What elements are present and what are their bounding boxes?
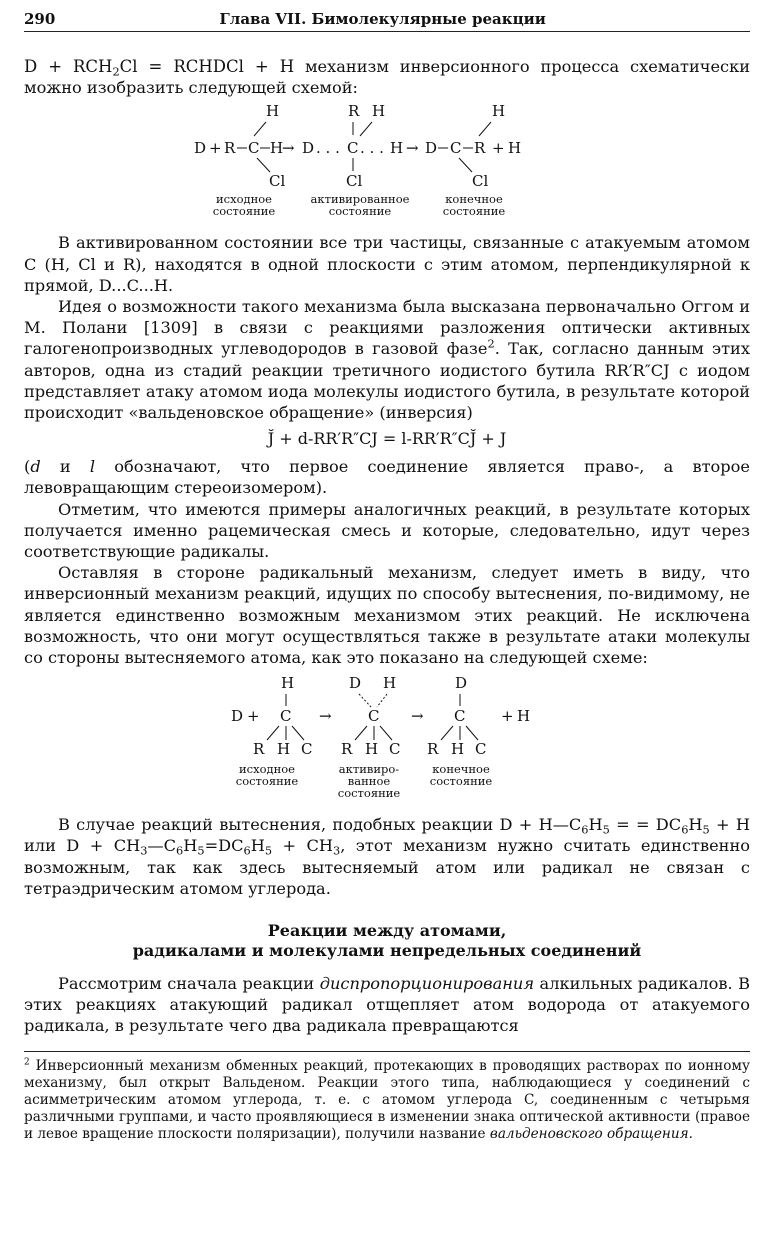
s1-h-top-right: H <box>492 102 506 121</box>
s1-d-right: D <box>425 139 438 158</box>
s2-label-initial-2: состояние <box>235 774 299 789</box>
s2-plus-2: + <box>501 707 514 726</box>
s1-label-initial-1: исходное <box>216 192 272 207</box>
s1-arrow-2: → <box>406 139 419 158</box>
s2-plus-1: + <box>247 707 260 726</box>
s1-arrow-1: → <box>282 139 295 158</box>
book-page <box>24 10 750 1250</box>
reaction-scheme-1 <box>174 102 594 222</box>
s2-h-product: H <box>517 707 531 726</box>
s1-h-top-left: H <box>266 102 280 121</box>
s2-label-final-1: конечное <box>432 762 490 777</box>
s1-plus-left: + <box>209 139 222 158</box>
s2-h-active: H <box>383 674 397 693</box>
s1-label-final-2: состояние <box>442 204 506 219</box>
s2-h2-active: H <box>365 740 379 759</box>
section-heading: Реакции между атомами, радикалами и молекулами непредельных соединений <box>132 921 642 961</box>
s1-r-left: R <box>224 139 236 158</box>
s1-r-right: R <box>474 139 486 158</box>
paragraph-4: (d и l обозначают, что первое соединение является право-, а второе левовращающим стереоизомером). <box>24 457 750 498</box>
s1-plus-right: + <box>492 139 505 158</box>
paragraph-6: Оставляя в стороне радикальный механизм, следует иметь в виду, что инверсионный механизм реакций, идущих по способу вытеснения, по-видимому, не является единственно возможным механизмом этих реакций. Не исключена возможность, что они могут осуществляться также в результате атаки молекулы со стороны вытесняемого атома, как это показано на следующей схеме: <box>24 563 750 668</box>
s1-label-initial-2: состояние <box>212 204 276 219</box>
s1-h-top-mid: H <box>372 102 386 121</box>
s1-d-mid: D <box>302 139 315 158</box>
s2-d-initial: D <box>231 707 244 726</box>
paragraph-7: В случае реакций вытеснения, подобных реакции $D + H—C_6H_5$ = = $DC_6H_5 + H$ или $D + CH_3—C_6H_5=DC_6H_5 + CH_3$, этот механизм нужно считать единственно возможным, так как здесь вытесняемый атом или радикал не связан с тетраэдрическим атомом углерода. <box>24 815 751 898</box>
s2-label-active-2: ванное <box>347 774 391 789</box>
s1-c-right: C <box>450 139 462 158</box>
page-header <box>24 10 750 32</box>
s1-dots-2: . . . <box>360 139 384 158</box>
s2-h2-final: H <box>451 740 465 759</box>
paragraph-1: $D + RCH_2Cl$ = RCHDCl + H механизм инверсионного процесса схематически можно изобразить следующей схемой: <box>24 57 751 98</box>
s2-r-active: R <box>341 740 353 759</box>
footnote-ref: 2 <box>487 337 495 352</box>
paragraph-2: В активированном состоянии все три частицы, связанные с атакуемым атомом C (H, Cl и R), находятся в одной плоскости с этим атомом, перпендикулярной к прямой, D...C...H. <box>24 233 750 295</box>
s1-c-left: C <box>248 139 260 158</box>
s1-label-final-1: конечное <box>445 192 503 207</box>
s2-c2-active: C <box>389 740 401 759</box>
s1-label-active-2: состояние <box>328 204 392 219</box>
s1-h-right: H <box>508 139 522 158</box>
s1-c-mid: C <box>347 139 359 158</box>
s2-c-active: C <box>368 707 380 726</box>
s2-c-final: C <box>454 707 466 726</box>
s2-label-final-2: состояние <box>429 774 493 789</box>
s2-label-active-3: состояние <box>337 786 401 801</box>
footnote: $^2$ Инверсионный механизм обменных реакций, протекающих в проводящих растворах по ионному механизму, был открыт Вальденом. Реакции этого типа, наблюдающиеся у соединений с асимметрическим атомом углерода, т. е. с атомом углерода C, соединенным с четырьмя различными группами, и часто проявляющиеся в изменении знака оптической активности (правое и левое вращение плоскости поляризации), получили название вальденовского обращения. <box>24 1057 750 1142</box>
s2-d-active: D <box>349 674 362 693</box>
s2-h2-initial: H <box>277 740 291 759</box>
s2-r-initial: R <box>253 740 265 759</box>
paragraph-3: Идея о возможности такого механизма была высказана первоначально Оггом и М. Полани [1309] в связи с реакциями разложения оптически активных галогенопроизводных углеводородов в газовой фазе$^2$. Так, согласно данным этих авторов, одна из стадий реакции третичного иодистого бутила RR′R″CJ с иодом представляет атаку атомом иода молекулы иодистого бутила, в результате которой происходит «вальденовское обращение» (инверсия) <box>24 297 750 423</box>
s2-c2-initial: C <box>301 740 313 759</box>
paragraph-8: Рассмотрим сначала реакции диспропорционирования алкильных радикалов. В этих реакциях атакующий радикал отщепляет атом водорода от атакуемого радикала, в результате чего два радикала превращаются <box>24 974 750 1036</box>
s2-c-initial: C <box>280 707 292 726</box>
s1-cl-mid: Cl <box>346 172 363 191</box>
s1-label-active-1: активированное <box>310 192 410 207</box>
s2-h-initial: H <box>281 674 295 693</box>
s2-c2-final: C <box>475 740 487 759</box>
s1-r-mid: R <box>348 102 360 121</box>
s1-cl-left: Cl <box>269 172 286 191</box>
reaction-scheme-2 <box>229 674 549 804</box>
s2-arrow-2: → <box>411 707 424 726</box>
s2-label-active-1: активиро- <box>338 762 400 777</box>
s1-h-mid: H <box>390 139 404 158</box>
s2-label-initial-1: исходное <box>239 762 295 777</box>
s1-d-left: D <box>194 139 207 158</box>
s2-r-final: R <box>427 740 439 759</box>
page-number: 290 <box>24 10 56 28</box>
iodine-formula: J̆ + d-RR′R″CJ = l-RR′R″CJ̆ + J <box>267 429 507 449</box>
main-text <box>24 56 750 98</box>
chapter-title: Глава VII. Бимолекулярные реакции <box>219 10 546 28</box>
s2-d-final: D <box>455 674 468 693</box>
paragraph-5: Отметим, что имеются примеры аналогичных реакций, в результате которых получается именно рацемическая смесь и которые, следовательно, идут через соответствующие радикалы. <box>24 499 750 562</box>
s1-dots-1: . . . <box>316 139 340 158</box>
s1-h-left: H <box>270 139 284 158</box>
footnote-divider <box>24 1051 750 1052</box>
s2-arrow-1: → <box>319 707 332 726</box>
s1-cl-right: Cl <box>472 172 489 191</box>
